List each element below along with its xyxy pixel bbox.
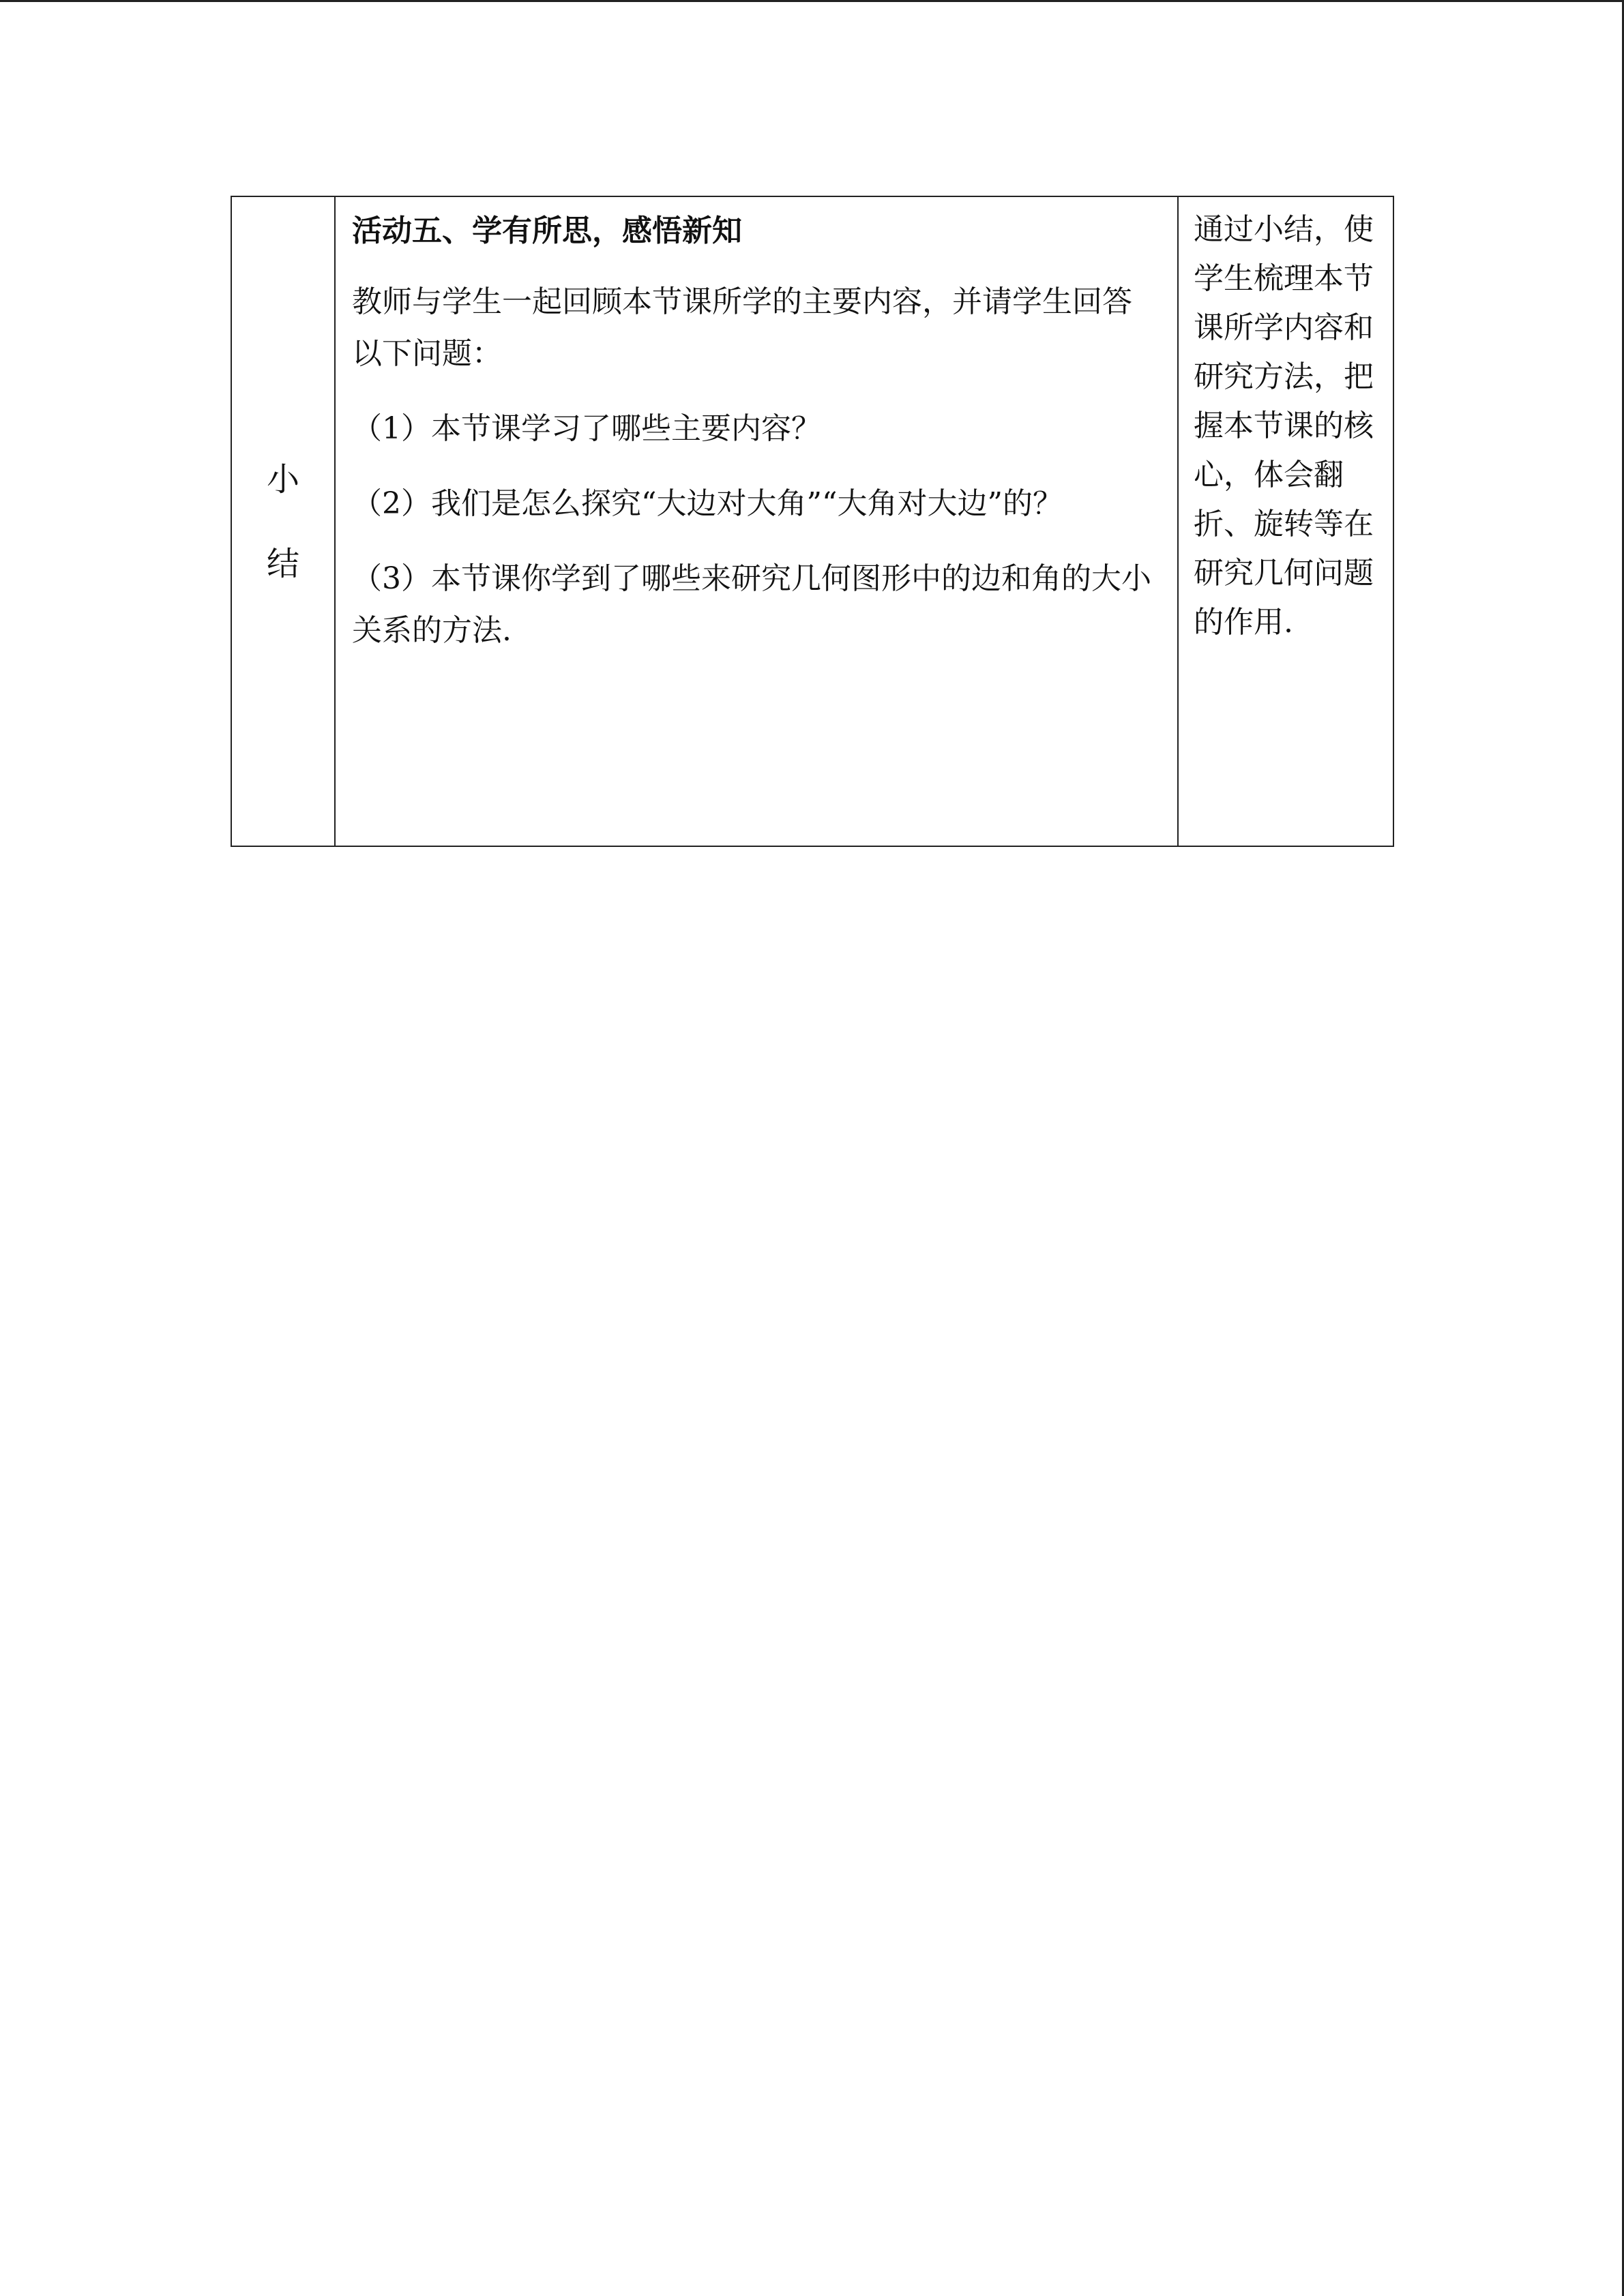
- question-3: （3）本节课你学到了哪些来研究几何图形中的边和角的大小关系的方法.: [352, 561, 1151, 648]
- question-1: （1）本节课学习了哪些主要内容？: [352, 411, 821, 446]
- section-label-char-2: 结: [266, 544, 299, 583]
- section-label-char-1: 小: [266, 460, 299, 498]
- activity-title: 活动五、学有所思，感悟新知: [352, 213, 742, 248]
- page-top-border: [0, 0, 1624, 2]
- design-intent-text: 通过小结，使学生梳理本节课所学内容和研究方法，把握本节课的核心，体会翻折、旋转等在研究几何问题的作用.: [1194, 212, 1374, 640]
- table-row-summary: [231, 196, 1393, 846]
- activity-content-cell: [335, 196, 1178, 846]
- section-label-cell: [231, 196, 335, 846]
- lesson-plan-table: [231, 196, 1394, 847]
- question-2: （2）我们是怎么探究“大边对大角”“大角对大边”的？: [352, 486, 1063, 521]
- section-label: [267, 437, 299, 606]
- intro-paragraph: 教师与学生一起回顾本节课所学的主要内容，并请学生回答以下问题：: [352, 284, 1132, 371]
- design-intent-cell: [1178, 196, 1393, 846]
